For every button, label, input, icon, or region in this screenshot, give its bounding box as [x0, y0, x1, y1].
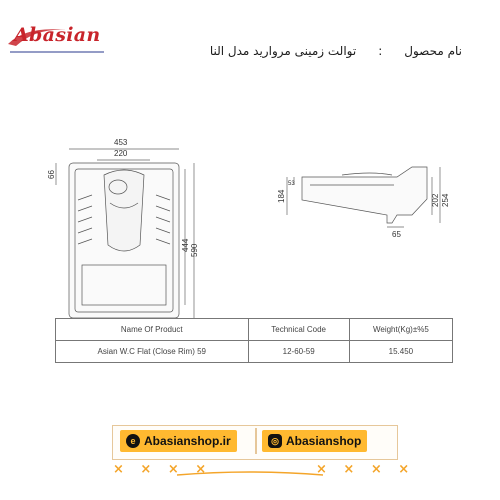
dim-453: 453	[114, 138, 128, 147]
dim-220: 220	[114, 149, 128, 158]
cell-weight: 15.450	[349, 341, 452, 363]
cell-code: 12-60-59	[248, 341, 349, 363]
dim-202: 202	[431, 193, 440, 207]
dim-66: 66	[47, 170, 56, 179]
cell-product: Asian W.C Flat (Close Rim) 59	[56, 341, 249, 363]
spec-table	[55, 318, 453, 363]
table-row	[56, 341, 453, 363]
side-view-drawing	[287, 167, 440, 227]
product-colon: :	[378, 44, 383, 58]
product-name: توالت زمینی مروارید مدل النا	[209, 44, 357, 58]
instagram-icon: ◎	[268, 434, 282, 448]
brand-name: Abasian	[14, 24, 101, 46]
decor-stars-right: × × × ×	[316, 462, 416, 477]
product-label: نام محصول	[404, 44, 462, 58]
footer-divider	[255, 428, 257, 454]
website-link[interactable]: Abasianshop.ir	[144, 434, 231, 448]
dim-65: 65	[392, 230, 401, 239]
website-badge[interactable]	[120, 430, 237, 452]
header-product: Name Of Product	[56, 319, 249, 341]
dim-53: 53	[288, 181, 295, 187]
decor-swoosh	[175, 470, 325, 478]
instagram-handle[interactable]: Abasianshop	[286, 434, 362, 448]
top-view-drawing	[56, 149, 194, 318]
dim-184: 184	[277, 189, 286, 203]
dim-444: 444	[181, 238, 190, 252]
instagram-badge[interactable]	[262, 430, 367, 452]
header-code: Technical Code	[248, 319, 349, 341]
header-weight: Weight(Kg)±%5	[349, 319, 452, 341]
dim-590: 590	[190, 243, 199, 257]
product-title	[210, 44, 462, 58]
web-icon: e	[126, 434, 140, 448]
decor-stars-left: × × × ×	[113, 462, 213, 477]
table-header-row	[56, 319, 453, 341]
dim-254: 254	[441, 193, 450, 207]
